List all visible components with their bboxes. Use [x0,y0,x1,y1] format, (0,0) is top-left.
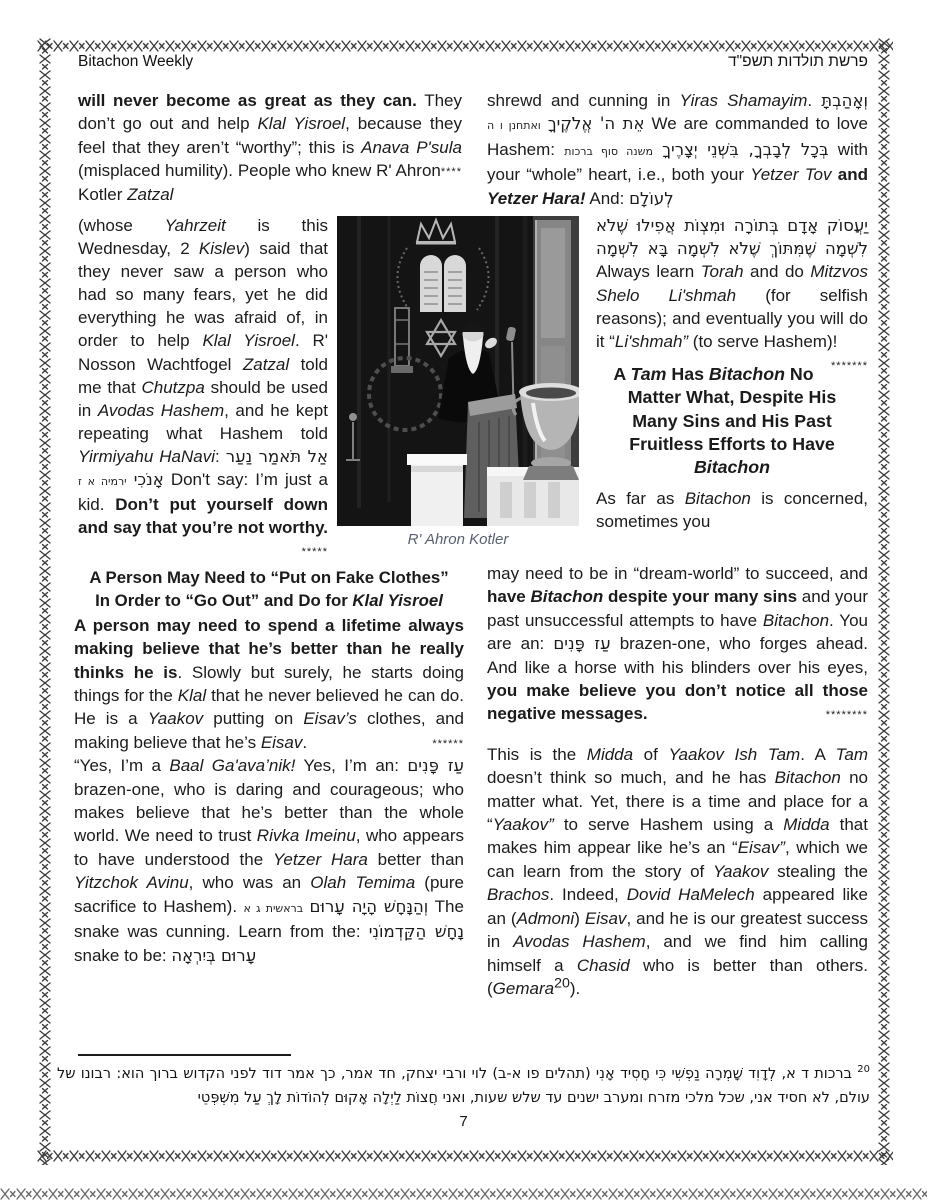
kotler-photo-illustration [337,216,579,526]
footnote-number: 20 [857,1064,870,1076]
left-column-paragraph-3: “Yes, I’m a Baal Ga'ava’nik! Yes, I’m an: עַז פָּנִים brazen-one, who is daring and courageous; who makes believe that he’s better than the whole world. We need to trust Rivka Imeinu, who appears to have understood the Yetzer Hara better than Yitzchok Avinu, who was an Olah Temima (pure sacrifice to Hashem). וְהַנָּחָשׁ הָיָה עָרוּם בראשית ג א The snake was cunning. Learn from the: נָחָשׁ הַקַּדְמוֹנִי snake to be: עָרוּם בְּיִרְאָה [74,756,465,965]
section-heading-tam-bitachon: A Tam Has Bitachon No Matter What, Despite His Many Sins and His Past Fruitless Efforts to Have Bitachon [613,364,837,478]
right-column-lower-section [487,562,868,1000]
footnote-text: ברכות ד א, לְדָוִד שָׁמְרָה נַפְשִׁי כִּי חָסִיד אָנִי (תהלים פו א-ב) לוי ורבי יצחק, חד אמר, כך אמר דוד לפני הקדוש ברוך הוא: רבונו של עולם, לא חסיד אני, שכל מלכי מזרח ומערב ישנים עד שלש שעות, ואני חֲצוֹת לַיְלָה אָקוּם לְהוֹדוֹת לָךְ עַל מִשְׁפְּטֵי [57,1066,870,1106]
right-column-paragraph-2-start: As far as Bitachon is concerned, sometimes you [596,489,868,532]
border-right [876,38,893,1165]
kotler-photo [337,216,579,526]
border-left [37,38,54,1165]
left-column-paragraph-2: A person may need to spend a lifetime always making believe that he’s better than he really thinks he is. Slowly but surely, he starts doing things for the Klal that he never believed he can do. He is a Yaakov putting on Eisav’s clothes, and making believe that he’s Eisav. ****** [74,615,464,752]
footnote-20 [57,1062,870,1110]
border-bottom [37,1148,893,1165]
border-bottom-edge [0,1186,927,1200]
newsletter-title: Bitachon Weekly [78,53,194,70]
section-heading-fake-clothes: A Person May Need to “Put on Fake Clothes” In Order to “Go Out” and Do for Klal Yisroel [89,568,449,611]
left-column-paragraph-1-wide: will never become as great as they can. They don’t go out and help Klal Yisroel, because they feel that they aren’t “worthy”; this is Anava P'sula (misplaced humility). **** People who knew R' Ahron Kotler Zatzal [78,91,463,204]
right-column-paragraph-2-continuation: may need to be in “dream-world” to succeed, and have Bitachon despite your many sins and your past unsuccessful attempts to have Bitachon. You are an: עַז פָּנִים brazen-one, who forges ahead. And like a horse with his blinders over his eyes, you make believe you don’t notice all those negative messages. ******** [487,564,868,724]
photo-caption: R' Ahron Kotler [407,531,509,548]
right-column-paragraph-1-continuation: יַעֲסוֹק אָדָם בְּתוֹרָה וּמִצְוֹת אֲפִילוּ שֶׁלֹא לִשְׁמָה שֶׁמִּתּוֹךְ שֶׁלֹא לִשְׁמָה בָּא לִשְׁמָה Always learn Torah and do Mitzvos Shelo Li'shmah (for selfish reasons); and eventually you will do it “Li'shmah” (to serve Hashem)! ******* [596,216,868,373]
footnote-separator [78,1054,291,1056]
page-number: 7 [459,1113,468,1130]
left-column-paragraph-1-beside-photo: (whose Yahrzeit is this Wednesday, 2 Kislev) said that they never saw a person who had so many fears, yet he did everything he was afraid of, in order to help Klal Yisroel. R' Nosson Wachtfogel Zatzal told me that Chutzpa should be used in Avodas Hashem, and he kept repeating what Hashem told Yirmiyahu HaNavi: אַל תֹּאמַר נַעַר אָנֹכִי ירמיה א ז Don't say: I’m just a kid. Don’t put yourself down and say that you’re not worthy. ***** [78,216,329,559]
right-column-beside-photo [596,214,868,534]
right-column-paragraph-1-wide: shrewd and cunning in Yiras Shamayim. וְאָהַבְתָּ אֵת ה' אֱלֹקֶיךָ ואתחנן ו ה We are commanded to love Hashem: בְּכָל לְבָבְךָ, בִּשְׁנֵי יְצָרֶיךָ משנה סוף ברכות with your “whole” heart, i.e., both your Yetzer Tov and Yetzer Hara! And: לְעוֹלָם [487,91,868,208]
left-column-lower-section [74,566,464,967]
right-column-paragraph-3: This is the Midda of Yaakov Ish Tam. A Tam doesn’t think so much, and he has Bitachon no matter what. Yet, there is a time and place for a “Yaakov” to serve Hashem using a Midda that makes him appear like he’s an “Eisav”, which we can learn from the story of Yaakov stealing the Brachos. Indeed, Dovid HaMelech appeared like an (Admoni) Eisav, and he is our greatest success in Avodas Hashem, and we find him calling himself a Chasid who is better than others. (Gemara$^{20}$). [487,744,869,998]
parsha-header: פרשת תולדות תשפ"ד [728,53,868,70]
